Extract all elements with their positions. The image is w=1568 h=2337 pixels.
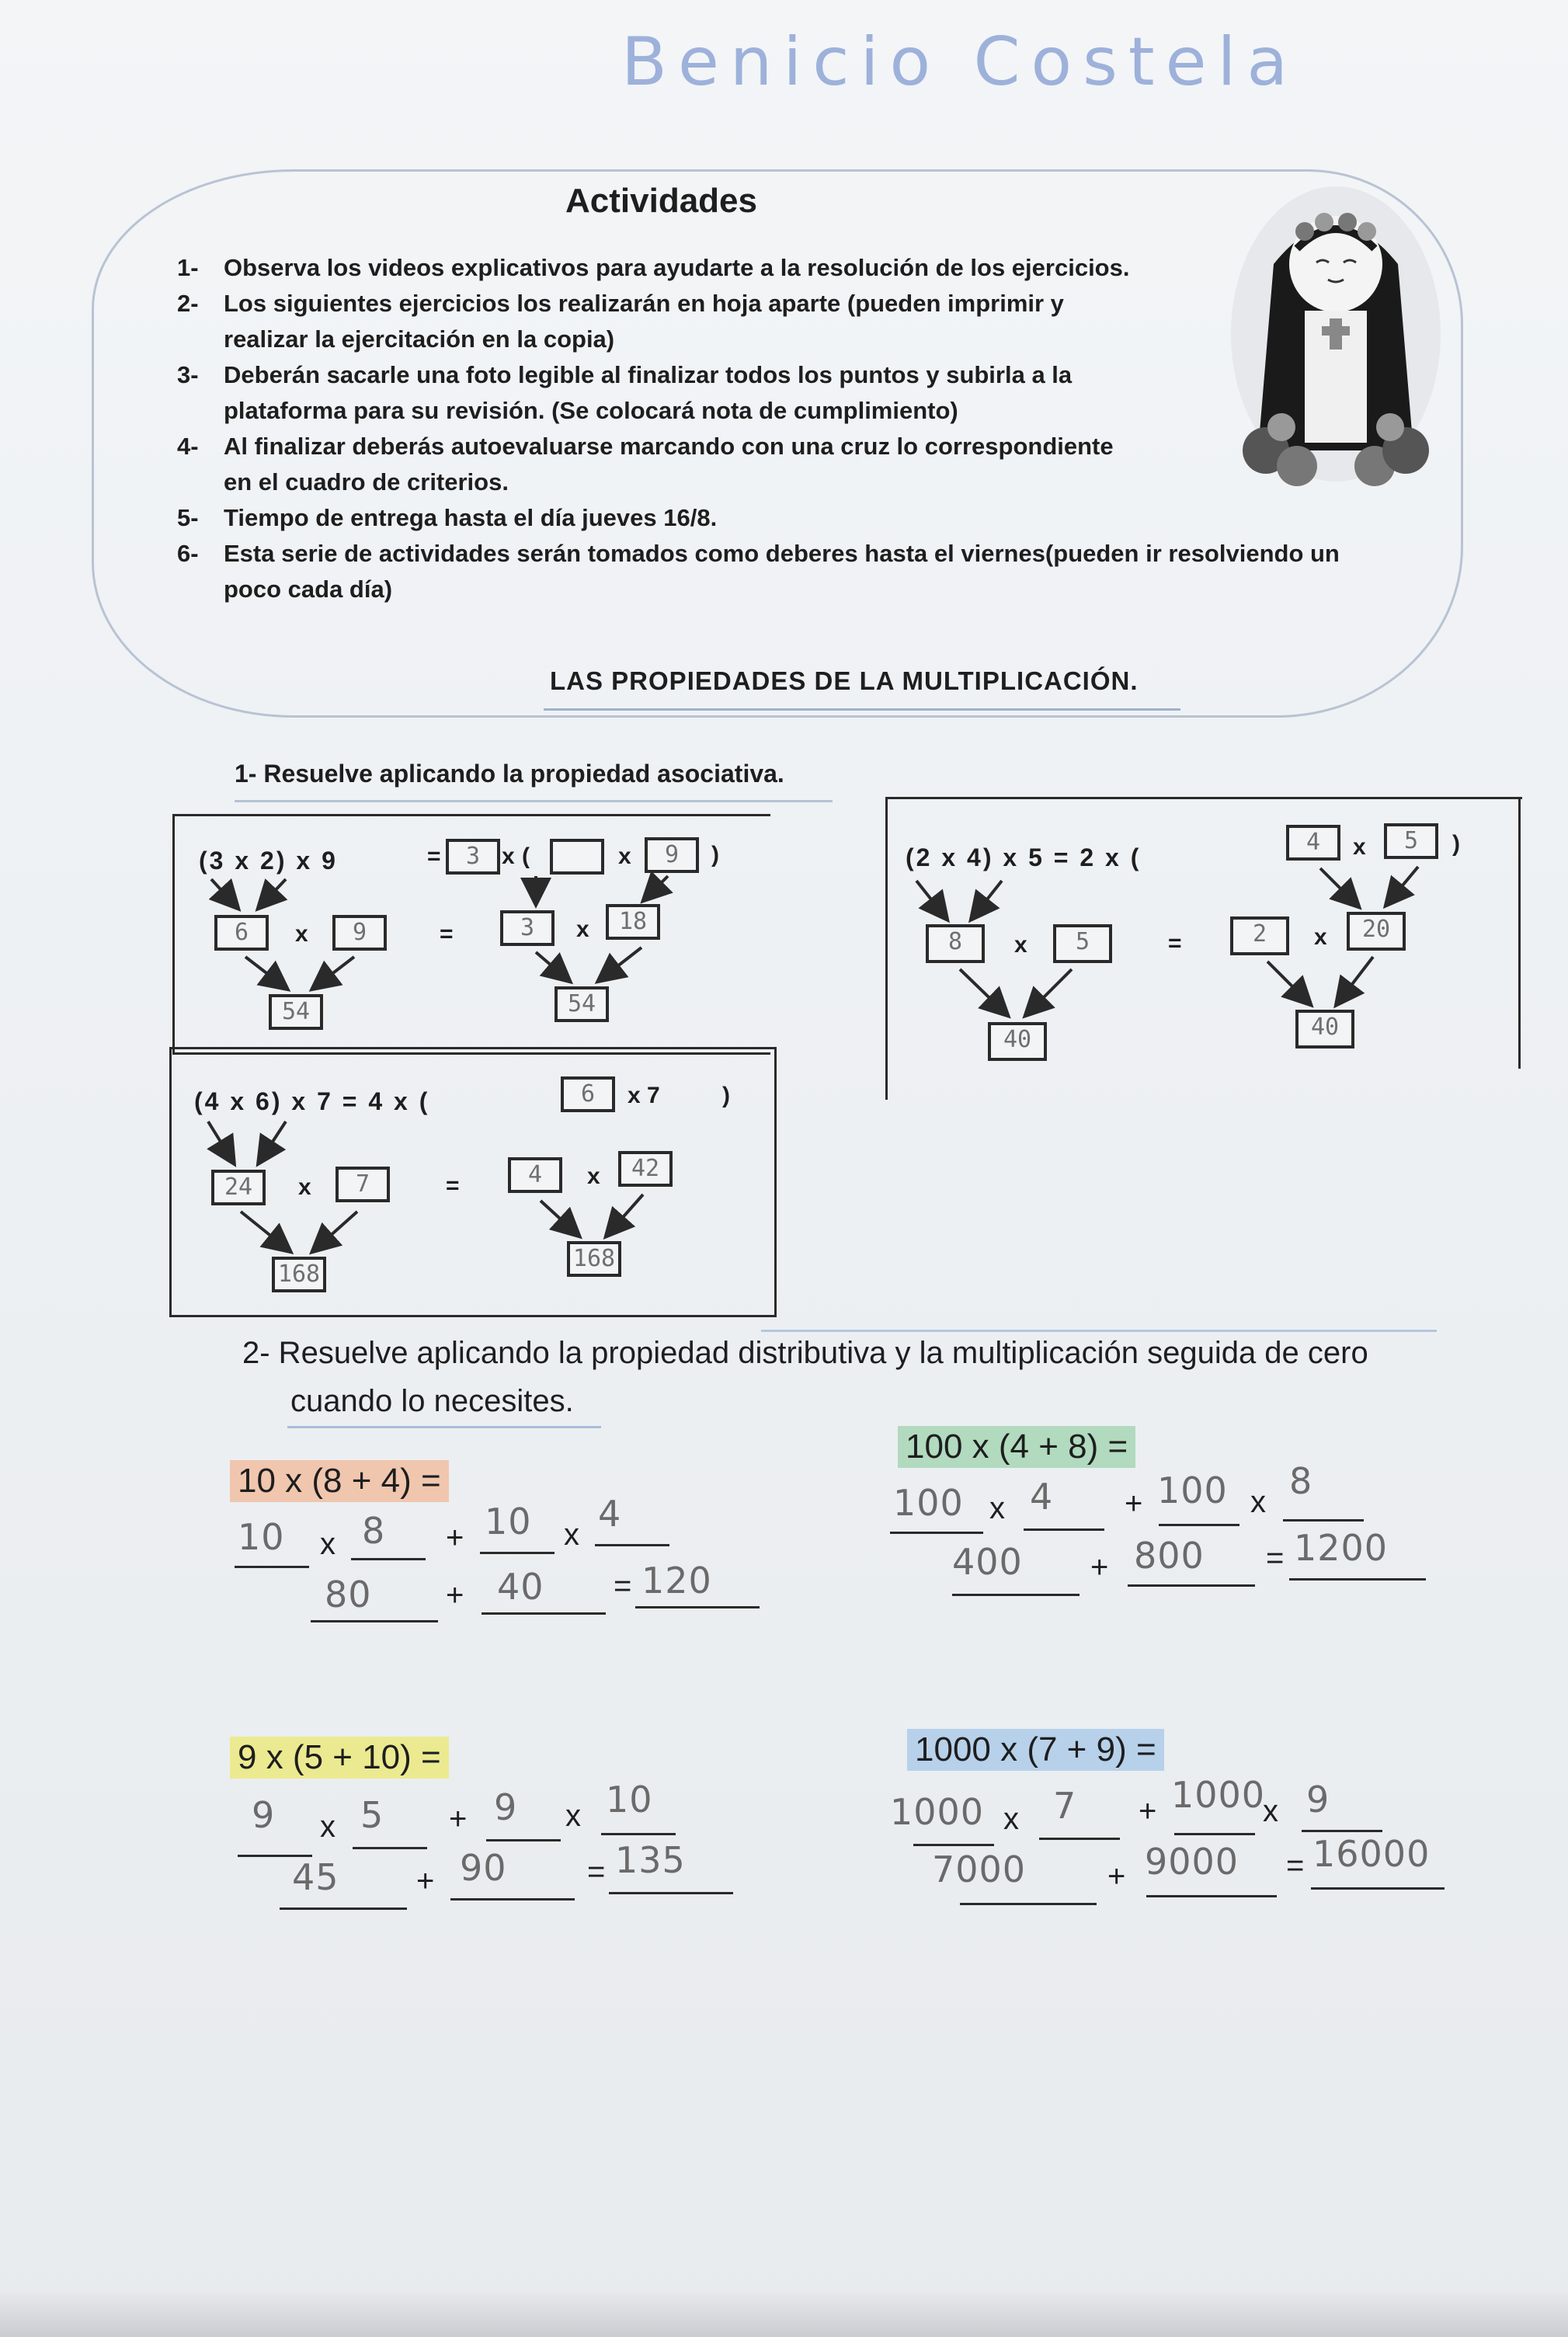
handwritten-answer: 90 — [460, 1847, 507, 1889]
blank-line — [1024, 1528, 1104, 1531]
result-box: 40 — [1295, 1010, 1354, 1049]
handwritten-answer: 10 — [606, 1779, 653, 1821]
handwritten-answer: 8 — [362, 1510, 386, 1552]
blank-line — [609, 1892, 733, 1894]
times-sign: x — [576, 916, 589, 942]
blank-line — [450, 1898, 575, 1901]
equals-sign: = — [614, 1569, 632, 1603]
q2-underline-top — [761, 1330, 1437, 1332]
answer-box: 4 — [1286, 825, 1340, 861]
answer-box: 20 — [1347, 912, 1406, 951]
instruction-item: 1- Observa los videos explicativos para ayudarte a la resolución de los ejercicios. — [177, 254, 1130, 281]
exercise-b-left: (2 x 4) x 5 = 2 x ( — [906, 843, 1142, 871]
q2-underline — [287, 1426, 601, 1428]
answer-box: 2 — [1230, 916, 1289, 955]
handwritten-answer: 135 — [615, 1839, 686, 1881]
student-name: Benicio Costela — [621, 23, 1299, 101]
equals-sign: = — [1286, 1848, 1305, 1883]
handwritten-answer: 4 — [598, 1493, 622, 1535]
answer-box: 5 — [1384, 823, 1438, 859]
equals-sign: = — [1266, 1541, 1285, 1575]
times-sign: x — [1014, 932, 1027, 958]
handwritten-answer: 16000 — [1312, 1833, 1431, 1875]
plus-sign: + — [1139, 1794, 1157, 1828]
handwritten-answer: 100 — [893, 1482, 964, 1524]
plus-sign: + — [416, 1864, 435, 1898]
blank-line — [351, 1558, 426, 1560]
answer-box: 9 — [645, 837, 699, 873]
q2-label-line1: 2- Resuelve aplicando la propiedad distributiva y la multiplicación seguida de cero — [242, 1336, 1368, 1370]
blank-line — [482, 1612, 606, 1615]
equals-sign: = — [446, 1173, 460, 1198]
equals-sign: = — [587, 1855, 606, 1889]
instruction-item: realizar la ejercitación en la copia) — [224, 325, 615, 353]
handwritten-answer: 80 — [325, 1574, 372, 1615]
times-sign: x — [1314, 924, 1327, 950]
answer-box: 9 — [332, 915, 387, 951]
handwritten-answer: 4 — [1030, 1476, 1054, 1518]
answer-box: 4 — [508, 1157, 562, 1193]
blank-line — [952, 1594, 1080, 1596]
handwritten-answer: 800 — [1134, 1535, 1205, 1577]
handwritten-answer: 400 — [952, 1541, 1023, 1583]
answer-box: 18 — [606, 904, 660, 940]
blank-line — [890, 1532, 983, 1534]
instruction-item: 3- Deberán sacarle una foto legible al finalizar todos los puntos y subirla a la — [177, 361, 1073, 388]
paren-open: ( — [522, 843, 530, 869]
result-box: 168 — [272, 1257, 326, 1292]
blank-line — [1128, 1584, 1255, 1587]
handwritten-answer: 7000 — [932, 1848, 1027, 1890]
plus-sign: + — [1125, 1487, 1143, 1521]
times-sign: x — [565, 1799, 581, 1833]
handwritten-answer: 120 — [641, 1560, 712, 1601]
handwritten-answer: 1200 — [1294, 1527, 1389, 1569]
result-box: 54 — [555, 986, 609, 1022]
times-sign: x — [320, 1810, 336, 1844]
distributive-expression-4: 1000 x (7 + 9) = — [907, 1729, 1164, 1771]
activities-title: Actividades — [565, 182, 757, 220]
blank-line — [1311, 1887, 1445, 1890]
times-sign: x 7 — [628, 1083, 660, 1108]
answer-box: 7 — [336, 1167, 390, 1202]
instruction-item: 5- Tiempo de entrega hasta el día jueves 16/8. — [177, 504, 718, 531]
times-sign: x — [1353, 834, 1366, 860]
times-sign: x — [1263, 1794, 1278, 1828]
paren-close: ) — [1452, 831, 1460, 857]
blank-line — [960, 1903, 1097, 1905]
handwritten-answer: 10 — [485, 1501, 532, 1542]
result-box: 54 — [269, 994, 323, 1030]
paren-close: ) — [722, 1083, 730, 1108]
answer-box: 42 — [618, 1151, 673, 1187]
blank-line — [280, 1908, 407, 1910]
instruction-item: poco cada día) — [224, 576, 393, 603]
times-sign: x — [298, 1174, 311, 1200]
distributive-expression-2: 100 x (4 + 8) = — [898, 1426, 1135, 1468]
times-sign: x — [618, 843, 631, 869]
exercise-a-equals: = — [427, 843, 441, 869]
times-sign: x — [989, 1491, 1005, 1525]
blank-line — [635, 1606, 760, 1608]
answer-box: 24 — [211, 1170, 266, 1205]
handwritten-answer: 5 — [360, 1794, 384, 1836]
times-sign: x — [564, 1518, 579, 1552]
exercise-a-left: (3 x 2) x 9 — [199, 847, 338, 875]
handwritten-answer: 9 — [1306, 1779, 1330, 1821]
times-sign: x — [587, 1163, 600, 1189]
plus-sign: + — [1090, 1550, 1109, 1584]
answer-box: 3 — [446, 839, 500, 875]
plus-sign: + — [446, 1521, 464, 1555]
equals-sign: = — [440, 921, 454, 947]
handwritten-answer: 1000 — [1171, 1774, 1266, 1816]
times-sign: x — [502, 843, 515, 869]
distributive-expression-3: 9 x (5 + 10) = — [230, 1737, 449, 1779]
times-sign: x — [295, 921, 308, 947]
blank-line — [1283, 1519, 1364, 1521]
answer-box: 3 — [500, 910, 555, 946]
handwritten-answer: 100 — [1157, 1469, 1228, 1511]
instruction-item: plataforma para su revisión. (Se colocará nota de cumplimiento) — [224, 397, 958, 424]
times-sign: x — [1003, 1802, 1019, 1836]
blank-line — [1159, 1524, 1239, 1526]
paren-close: ) — [711, 842, 719, 868]
answer-box: 6 — [214, 915, 269, 951]
handwritten-answer: 40 — [497, 1566, 544, 1608]
instruction-item: 4- Al finalizar deberás autoevaluarse marcando con una cruz lo correspondiente — [177, 433, 1114, 460]
result-box: 168 — [567, 1241, 621, 1277]
times-sign: x — [320, 1527, 336, 1561]
blank-line — [595, 1544, 669, 1546]
plus-sign: + — [446, 1578, 464, 1612]
plus-sign: + — [1107, 1859, 1126, 1894]
q1-label: 1- Resuelve aplicando la propiedad asociativa. — [235, 760, 784, 788]
result-box: 40 — [988, 1022, 1047, 1061]
handwritten-answer: 10 — [238, 1516, 285, 1558]
blank-line — [1146, 1895, 1277, 1897]
instruction-item: en el cuadro de criterios. — [224, 468, 509, 496]
blank-line — [480, 1552, 555, 1554]
instruction-item: 2- Los siguientes ejercicios los realizarán en hoja aparte (pueden imprimir y — [177, 290, 1064, 317]
distributive-expression-1: 10 x (8 + 4) = — [230, 1460, 449, 1502]
section-title: LAS PROPIEDADES DE LA MULTIPLICACIÓN. — [550, 666, 1139, 695]
blank-line — [1039, 1838, 1120, 1840]
handwritten-answer: 45 — [292, 1856, 339, 1898]
handwritten-answer: 1000 — [890, 1791, 985, 1833]
times-sign: x — [1250, 1485, 1266, 1519]
q2-label-line2: cuando lo necesites. — [290, 1384, 574, 1418]
handwritten-answer: 7 — [1053, 1785, 1077, 1827]
answer-box: 6 — [561, 1076, 615, 1112]
blank-line — [1174, 1833, 1255, 1835]
blank-line — [1302, 1830, 1382, 1832]
handwritten-answer: 9 — [252, 1794, 276, 1836]
handwritten-answer: 9 — [494, 1786, 518, 1828]
answer-box: 5 — [1053, 924, 1112, 963]
plus-sign: + — [449, 1802, 468, 1836]
handwritten-answer: 9000 — [1145, 1841, 1239, 1883]
instruction-item: 6- Esta serie de actividades serán tomados como deberes hasta el viernes(pueden ir resolviendo un — [177, 540, 1340, 567]
exercise-c-left: (4 x 6) x 7 = 4 x ( — [194, 1087, 430, 1115]
blank-line — [311, 1620, 438, 1622]
equals-sign: = — [1168, 930, 1182, 956]
blank-line — [1289, 1578, 1426, 1581]
blank-line — [601, 1833, 676, 1835]
blank-line — [353, 1847, 427, 1849]
blank-line — [913, 1844, 994, 1846]
blank-line — [486, 1839, 561, 1841]
blank-line — [235, 1566, 309, 1568]
answer-box: 8 — [926, 924, 985, 963]
handwritten-answer: 8 — [1289, 1460, 1313, 1502]
